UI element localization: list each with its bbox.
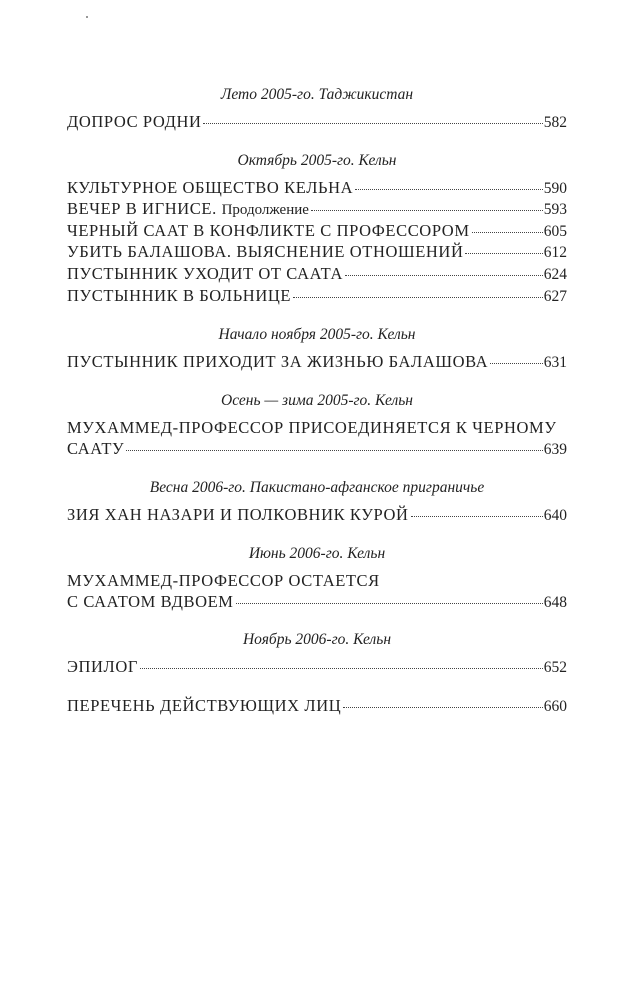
entry-title: ПУСТЫННИК В БОЛЬНИЦЕ (67, 285, 292, 305)
section-heading: Октябрь 2005-го. Кельн (237, 151, 397, 169)
section-heading: Осень — зима 2005-го. Кельн (221, 391, 413, 409)
entry-title: ПУСТЫННИК УХОДИТ ОТ СААТА (67, 263, 344, 283)
entry-title-note: Продолжение (221, 202, 309, 219)
toc-entry[interactable] (67, 591, 567, 613)
entry-page-number: 590 (543, 179, 567, 197)
dot-leader (203, 122, 542, 124)
toc-section (67, 324, 567, 373)
entry-title: ВЕЧЕР В ИГНИСЕ. (67, 199, 217, 219)
section-heading: Весна 2006-го. Пакистано-афганское приграничье (149, 478, 485, 496)
entry-page-number: 652 (543, 658, 567, 676)
entry-title: ЭПИЛОГ (67, 656, 138, 676)
table-of-contents (67, 84, 567, 717)
entry-page-number: 624 (543, 265, 567, 283)
entry-title-line1: МУХАММЕД-ПРОФЕССОР ОСТАЕТСЯ (67, 570, 380, 590)
toc-entry[interactable] (67, 220, 567, 242)
toc-section (67, 629, 567, 678)
dot-leader (140, 667, 543, 669)
paper-speck (86, 16, 88, 18)
dot-leader (411, 515, 543, 517)
entry-page-number: 648 (543, 594, 567, 612)
entry-page-number: 605 (543, 222, 567, 240)
entry-page-number: 582 (543, 114, 567, 131)
dot-leader (343, 706, 543, 708)
entry-page-number: 593 (543, 201, 567, 219)
entry-title: ДОПРОС РОДНИ (67, 112, 202, 131)
toc-entry[interactable] (67, 285, 567, 307)
toc-section (67, 477, 567, 526)
dot-leader (355, 188, 543, 190)
entry-title: УБИТЬ БАЛАШОВА. ВЫЯСНЕНИЕ ОТНОШЕНИЙ (67, 242, 464, 262)
dot-leader (293, 296, 543, 298)
entry-title-line1: МУХАММЕД-ПРОФЕССОР ПРИСОЕДИНЯЕТСЯ К ЧЕРНОМУ (67, 417, 557, 437)
toc-entry-line[interactable] (67, 417, 567, 439)
entry-page-number: 640 (543, 506, 567, 524)
entry-title: КУЛЬТУРНОЕ ОБЩЕСТВО КЕЛЬНА (67, 177, 354, 197)
toc-entry[interactable] (67, 656, 567, 678)
toc-section (67, 695, 567, 717)
section-heading: Ноябрь 2006-го. Кельн (242, 630, 392, 648)
toc-entry[interactable] (67, 263, 567, 285)
entry-title: ПУСТЫННИК ПРИХОДИТ ЗА ЖИЗНЬЮ БАЛАШОВА (67, 352, 489, 372)
toc-section (67, 84, 567, 133)
toc-entry-line[interactable] (67, 570, 567, 592)
entry-title: ЗИЯ ХАН НАЗАРИ И ПОЛКОВНИК КУРОЙ (67, 504, 409, 524)
dot-leader (311, 209, 543, 211)
entry-title: ЧЕРНЫЙ СААТ В КОНФЛИКТЕ С ПРОФЕССОРОМ (67, 220, 470, 240)
entry-title-group (67, 198, 309, 222)
toc-section (67, 150, 567, 307)
entry-page-number: 639 (543, 441, 567, 459)
toc-entry[interactable] (67, 438, 567, 460)
entry-page-number: 660 (543, 698, 567, 716)
entry-page-number: 612 (543, 244, 567, 262)
toc-entry[interactable] (67, 177, 567, 199)
toc-section (67, 390, 567, 460)
section-heading: Начало ноября 2005-го. Кельн (218, 326, 416, 344)
entry-title: ПЕРЕЧЕНЬ ДЕЙСТВУЮЩИХ ЛИЦ (67, 696, 342, 716)
entry-page-number: 631 (543, 354, 567, 372)
entry-title-line2: С СААТОМ ВДВОЕМ (67, 592, 234, 612)
section-heading: Лето 2005-го. Таджикистан (220, 86, 414, 103)
toc-entry[interactable] (67, 351, 567, 373)
entry-page-number: 627 (543, 287, 567, 305)
entry-title-line2: СААТУ (67, 439, 125, 459)
dot-leader (345, 274, 543, 276)
section-heading: Июнь 2006-го. Кельн (248, 544, 386, 562)
dot-leader (236, 602, 543, 604)
toc-section (67, 543, 567, 613)
toc-entry[interactable] (67, 695, 567, 717)
toc-entry[interactable] (67, 241, 567, 263)
dot-leader (465, 252, 542, 254)
toc-entry[interactable] (67, 504, 567, 526)
toc-entry[interactable] (67, 111, 567, 133)
dot-leader (126, 449, 542, 451)
dot-leader (490, 362, 543, 364)
dot-leader (472, 231, 543, 233)
toc-entry[interactable] (67, 198, 567, 220)
